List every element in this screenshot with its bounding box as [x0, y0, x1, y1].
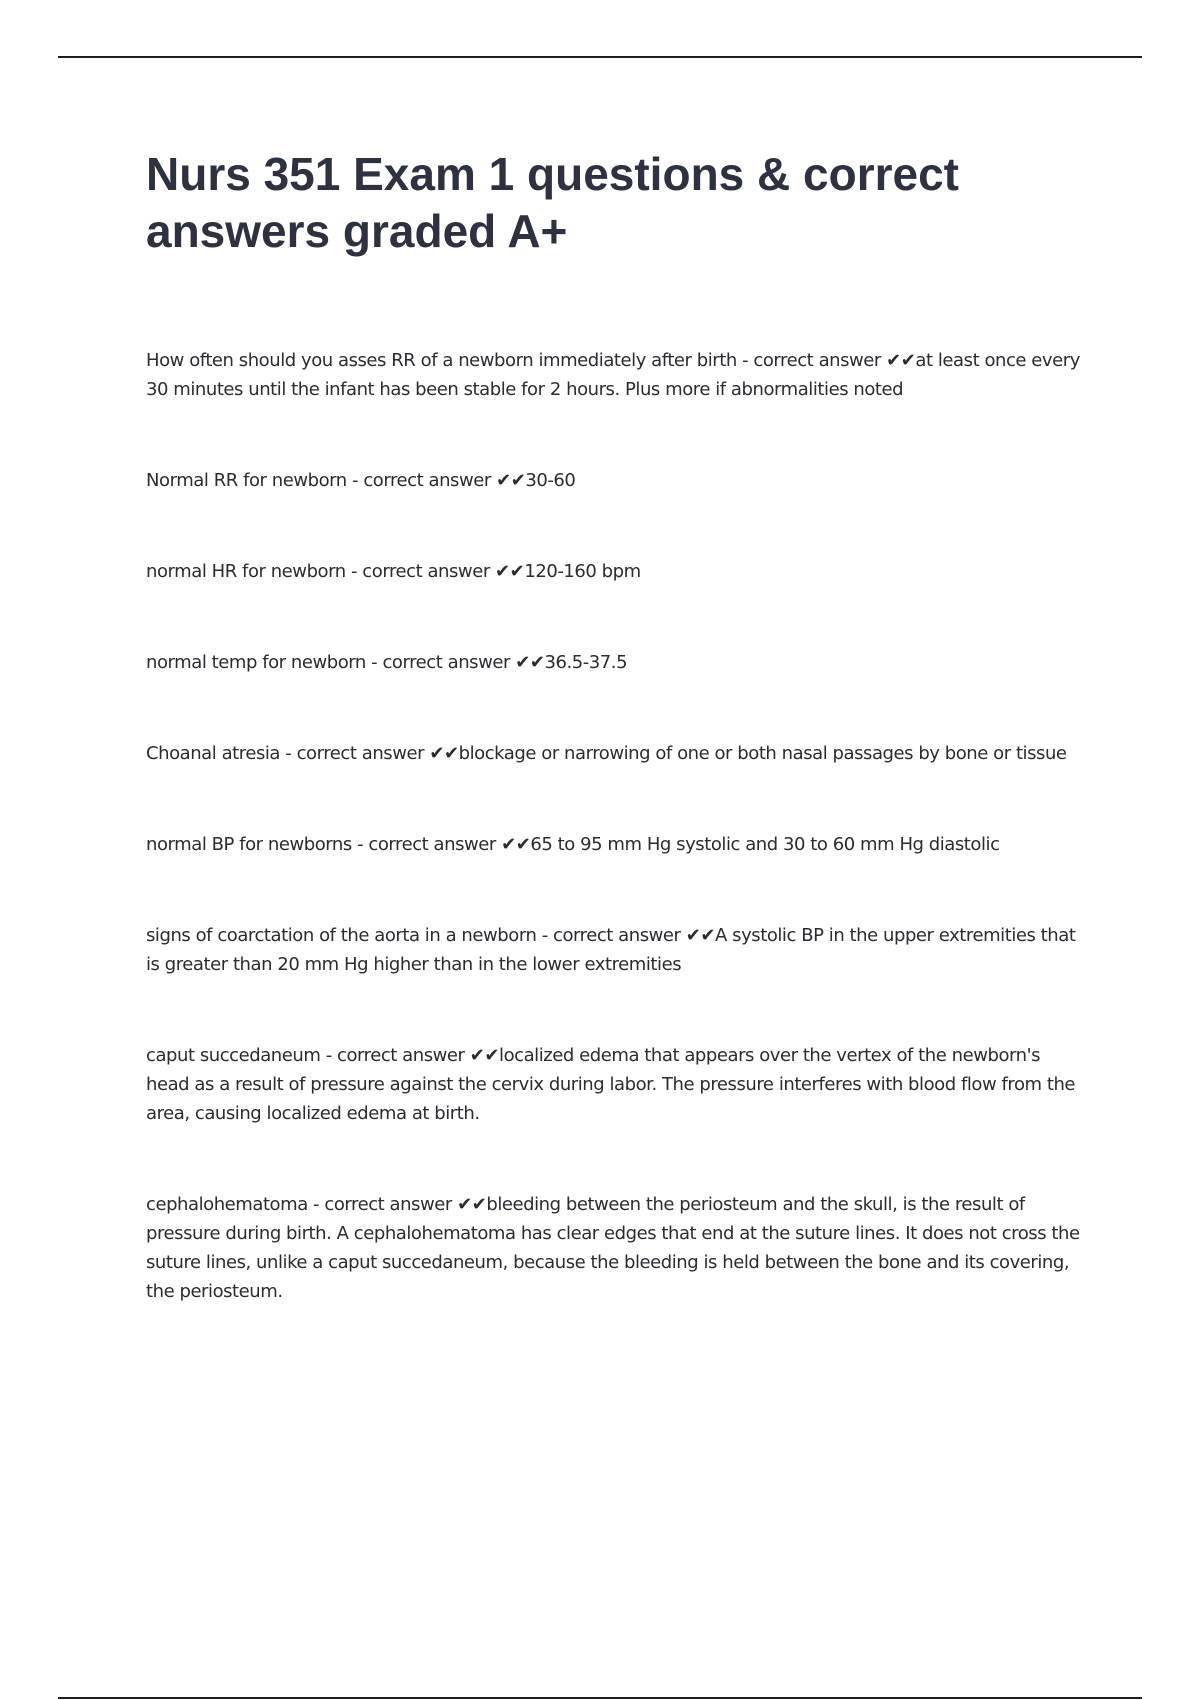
question-text: normal temp for newborn [146, 652, 366, 673]
top-divider [58, 56, 1142, 58]
qa-item [146, 921, 1086, 979]
question-text: Choanal atresia [146, 743, 281, 764]
question-text: caput succedaneum [146, 1045, 321, 1066]
question-text: How often should you asses RR of a newborn immediately after birth [146, 350, 737, 371]
answer-separator: - correct answer [736, 350, 887, 371]
qa-item [146, 739, 1086, 768]
check-mark-icon: ✔✔ [501, 834, 531, 855]
bottom-divider [58, 1697, 1142, 1699]
document-title: Nurs 351 Exam 1 questions & correct answers graded A+ [146, 148, 959, 257]
answer-text: bleeding between the periosteum and the skull, is the result of pressure during birth. A cephalohematoma has clear edges that end at the suture lines. It does not cross the suture lines, unlike a caput succedaneum, because the bleeding is held between the bone and its covering, the periosteum. [146, 1194, 1080, 1302]
qa-item [146, 466, 1086, 495]
question-text: signs of coarctation of the aorta in a newborn [146, 925, 537, 946]
question-text: normal BP for newborns [146, 834, 352, 855]
qa-item [146, 830, 1086, 859]
answer-separator: - correct answer [536, 925, 686, 946]
answer-text: 65 to 95 mm Hg systolic and 30 to 60 mm Hg diastolic [530, 834, 1000, 855]
check-mark-icon: ✔✔ [429, 743, 459, 764]
check-mark-icon: ✔✔ [515, 652, 545, 673]
answer-text: 36.5-37.5 [544, 652, 628, 673]
check-mark-icon: ✔✔ [457, 1194, 487, 1215]
check-mark-icon: ✔✔ [495, 561, 525, 582]
question-text: cephalohematoma [146, 1194, 308, 1215]
answer-text: 30-60 [525, 470, 576, 491]
qa-item [146, 346, 1086, 404]
answer-text: localized edema that appears over the vertex of the newborn's head as a result of pressure against the cervix during labor. The pressure interferes with blood flow from the area, causing localized edema at birth. [146, 1045, 1076, 1124]
answer-separator: - correct answer [307, 1194, 458, 1215]
answer-separator: - correct answer [345, 561, 496, 582]
check-mark-icon: ✔✔ [886, 350, 916, 371]
answer-separator: - correct answer [346, 470, 497, 491]
check-mark-icon: ✔✔ [685, 925, 716, 946]
answer-separator: - correct answer [320, 1045, 470, 1066]
answer-separator: - correct answer [280, 743, 430, 764]
question-text: normal HR for newborn [146, 561, 346, 582]
answer-text: A systolic BP in the upper extremities that is greater than 20 mm Hg higher than in the lower extremities [146, 925, 1076, 975]
question-text: Normal RR for newborn [146, 470, 347, 491]
answer-text: 120-160 bpm [524, 561, 641, 582]
answer-text: blockage or narrowing of one or both nasal passages by bone or tissue [458, 743, 1067, 764]
answer-text: at least once every 30 minutes until the infant has been stable for 2 hours. Plus more if abnormalities noted [146, 350, 1080, 400]
qa-item [146, 1190, 1086, 1306]
answer-separator: - correct answer [351, 834, 502, 855]
check-mark-icon: ✔✔ [496, 470, 526, 491]
qa-list [146, 346, 1086, 1306]
check-mark-icon: ✔✔ [469, 1045, 500, 1066]
qa-item [146, 1041, 1086, 1128]
qa-item [146, 648, 1086, 677]
answer-separator: - correct answer [365, 652, 516, 673]
qa-item [146, 557, 1086, 586]
